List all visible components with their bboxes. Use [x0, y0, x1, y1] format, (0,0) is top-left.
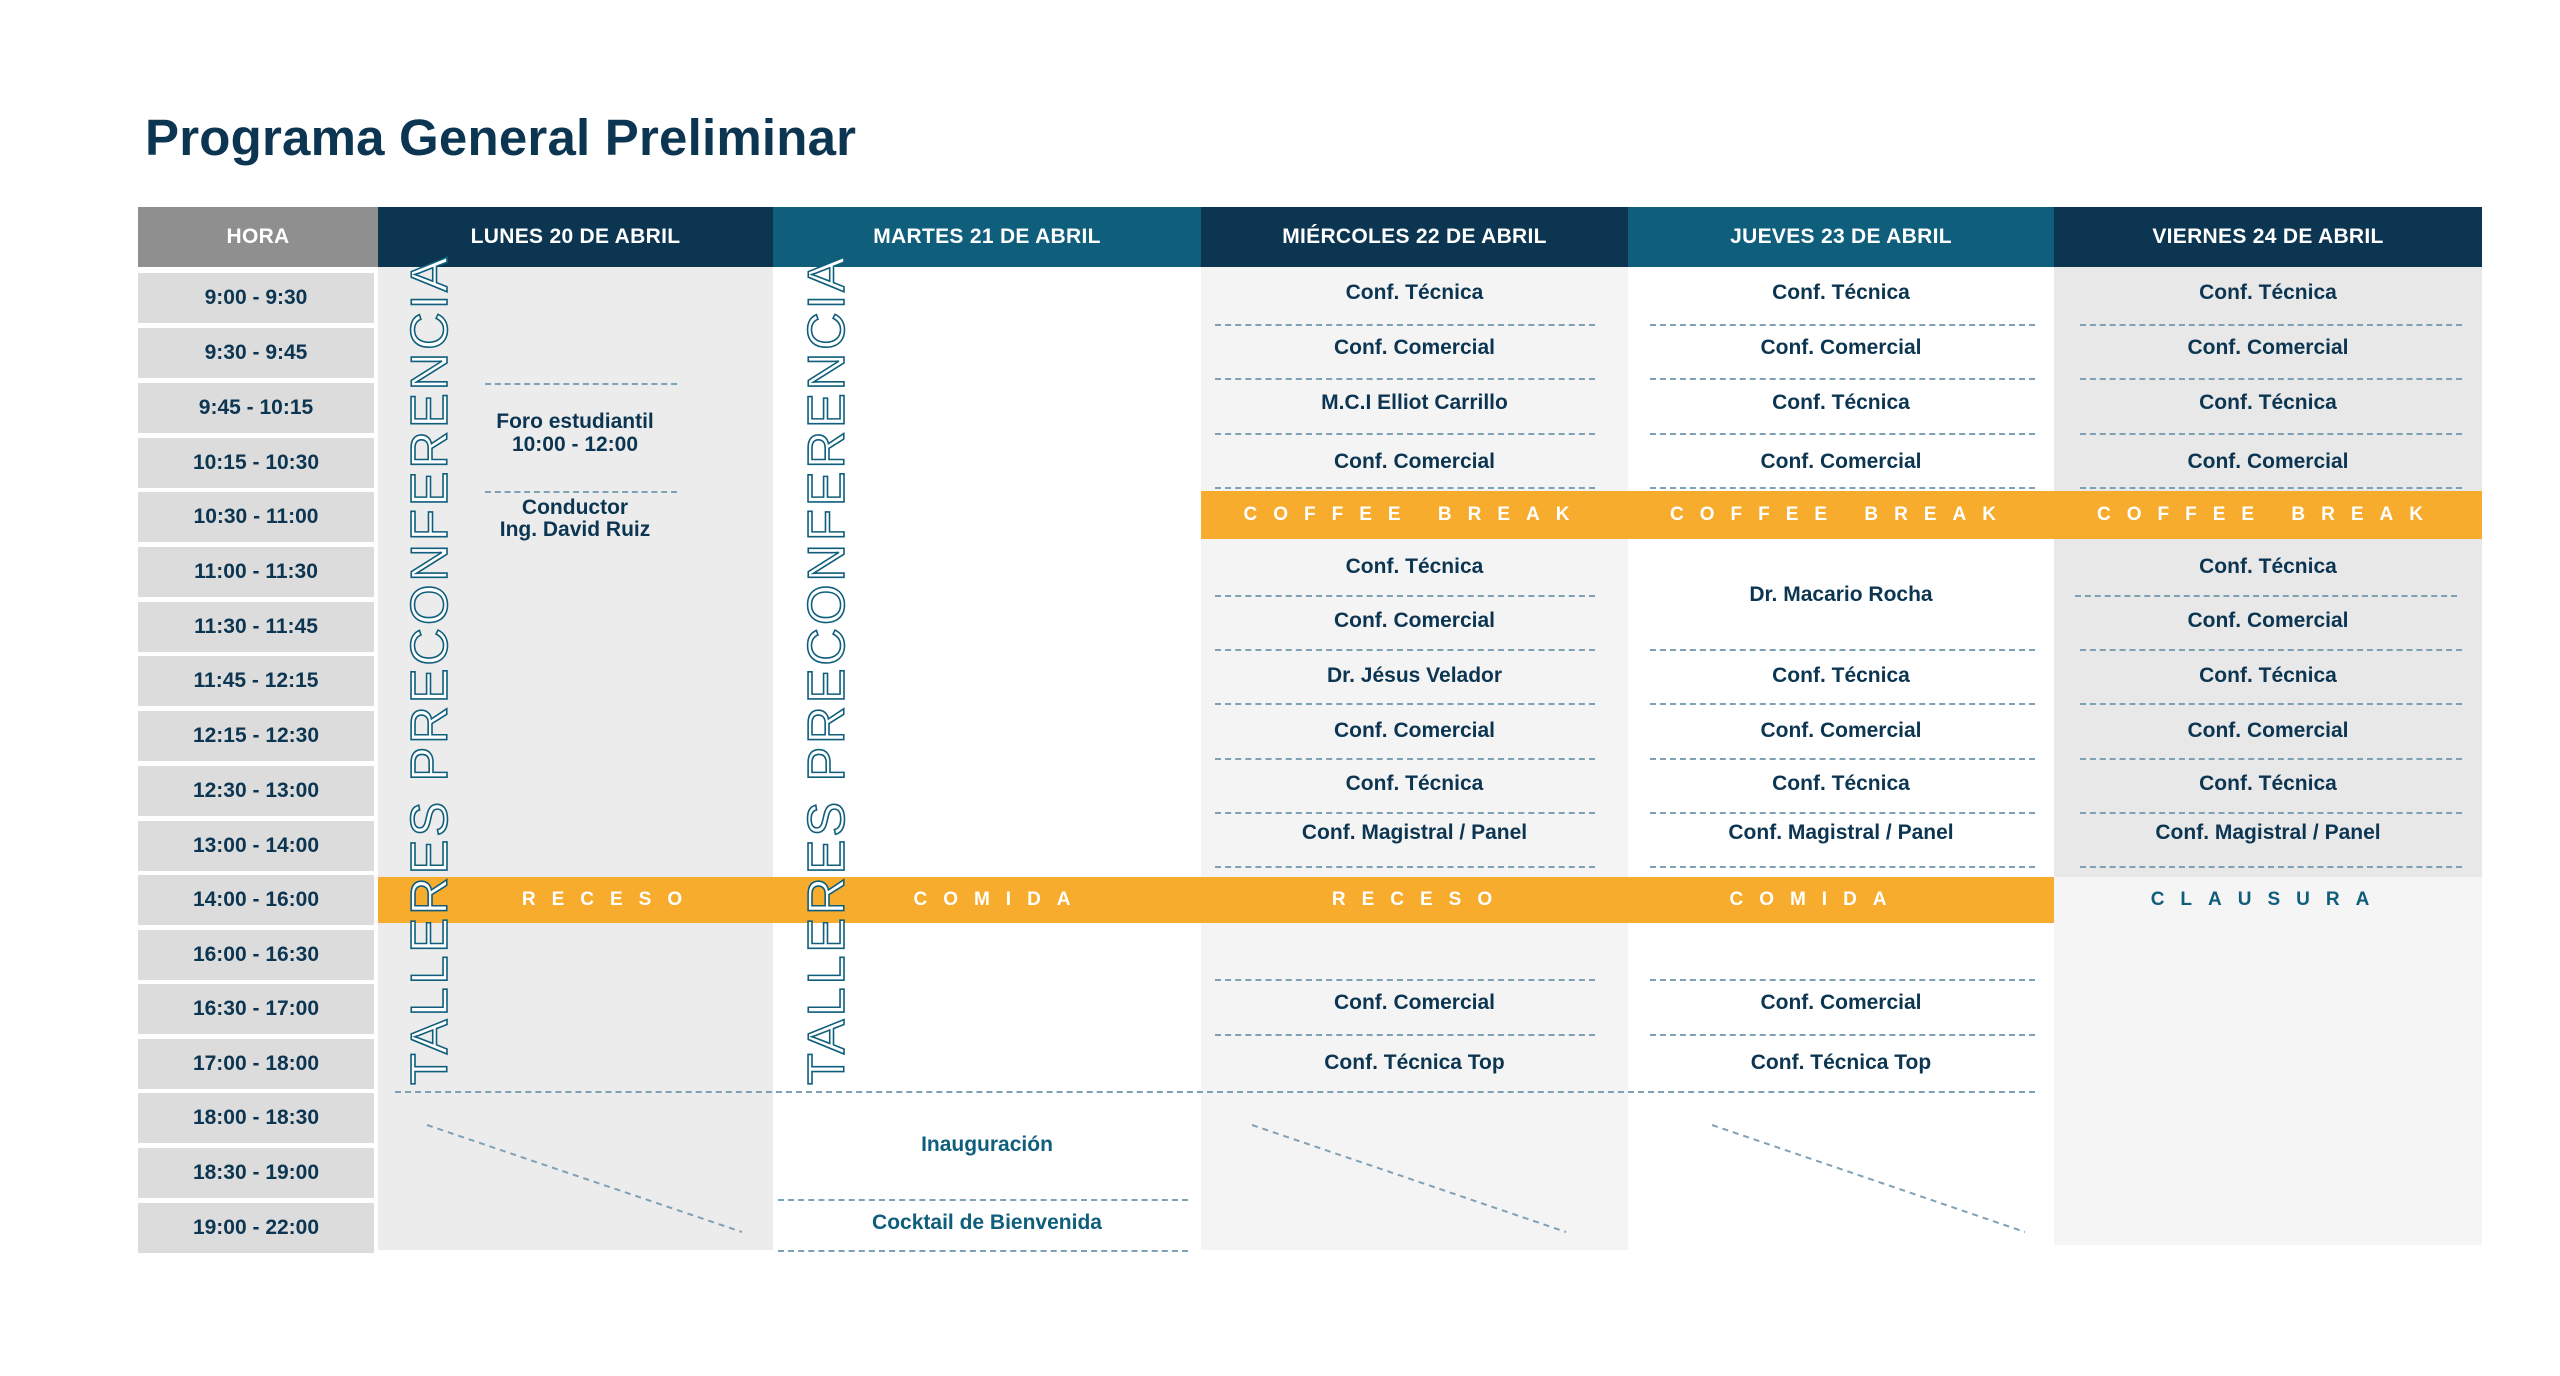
- time-cell: 12:15 - 12:30: [138, 711, 374, 761]
- divider: [1650, 649, 2035, 651]
- divider: [1215, 378, 1595, 380]
- viernes-event: Conf. Comercial: [2187, 609, 2349, 632]
- jueves-event: Conf. Técnica: [1772, 772, 1910, 795]
- miercoles-event: Conf. Comercial: [1333, 336, 1496, 359]
- viernes-event: Conf. Técnica: [2199, 664, 2337, 687]
- divider: [1650, 812, 2035, 814]
- divider: [1650, 758, 2035, 760]
- viernes-event: Conf. Técnica: [2199, 281, 2337, 304]
- divider: [2080, 758, 2462, 760]
- receso-lunes: RECESO: [521, 889, 699, 910]
- diagonal-jueves: [1712, 1125, 2025, 1232]
- viernes-event: Conf. Comercial: [2187, 336, 2349, 359]
- divider: [1650, 487, 2035, 489]
- divider: [2075, 595, 2457, 597]
- time-cell: 18:00 - 18:30: [138, 1093, 374, 1143]
- macario-rocha: Dr. Macario Rocha: [1749, 583, 1933, 606]
- talleres-lunes: TALLERES PRECONFERENCIA: [401, 254, 459, 1085]
- foro-time: 10:00 - 12:00: [511, 433, 639, 456]
- divider: [1215, 433, 1595, 435]
- miercoles-event: Conf. Magistral / Panel: [1301, 821, 1528, 844]
- conductor-label: Conductor: [521, 496, 629, 519]
- divider: [1650, 866, 2035, 868]
- header-martes: MARTES 21 DE ABRIL: [773, 207, 1201, 267]
- time-cell: 9:45 - 10:15: [138, 383, 374, 433]
- jueves-event: Conf. Técnica: [1772, 391, 1910, 414]
- divider: [2080, 812, 2462, 814]
- time-cell: 11:30 - 11:45: [138, 602, 374, 652]
- miercoles-event: Conf. Técnica: [1345, 772, 1484, 795]
- divider: [2080, 703, 2462, 705]
- miercoles-event: Conf. Comercial: [1333, 991, 1496, 1014]
- miercoles-event: Conf. Técnica Top: [1324, 1051, 1505, 1074]
- divider: [1650, 703, 2035, 705]
- divider: [485, 491, 677, 493]
- time-cell: 11:45 - 12:15: [138, 656, 374, 706]
- jueves-event: Conf. Técnica: [1772, 664, 1910, 687]
- coffee-break-miercoles: COFFEE BREAK: [1201, 491, 1628, 539]
- viernes-event: Conf. Comercial: [2187, 450, 2349, 473]
- evening-divider: [395, 1091, 2035, 1093]
- inauguracion: Inauguración: [921, 1133, 1053, 1156]
- divider: [1215, 487, 1595, 489]
- viernes-event: Conf. Técnica: [2199, 555, 2337, 578]
- time-cell: 19:00 - 22:00: [138, 1203, 374, 1253]
- divider: [1215, 866, 1595, 868]
- time-cell: 9:00 - 9:30: [138, 273, 374, 323]
- comida-jueves: COMIDA: [1729, 889, 1903, 910]
- divider: [1215, 812, 1595, 814]
- coffee-break-jueves: COFFEE BREAK: [1628, 491, 2054, 539]
- miercoles-event: Conf. Comercial: [1333, 719, 1496, 742]
- miercoles-event: Conf. Comercial: [1333, 609, 1496, 632]
- divider: [2080, 433, 2462, 435]
- talleres-martes: TALLERES PRECONFERENCIA: [798, 254, 856, 1085]
- miercoles-event: Conf. Técnica: [1345, 281, 1484, 304]
- divider: [1215, 979, 1595, 981]
- coffee-break-viernes: COFFEE BREAK: [2054, 491, 2482, 539]
- time-cell: 12:30 - 13:00: [138, 766, 374, 816]
- divider: [1215, 758, 1595, 760]
- miercoles-event: Dr. Jésus Velador: [1326, 664, 1503, 687]
- time-cell: 13:00 - 14:00: [138, 821, 374, 871]
- time-cell: 9:30 - 9:45: [138, 328, 374, 378]
- conductor-name: Ing. David Ruiz: [499, 518, 651, 541]
- header-jueves: JUEVES 23 DE ABRIL: [1628, 207, 2054, 267]
- divider: [485, 383, 677, 385]
- receso-miercoles: RECESO: [1331, 889, 1509, 910]
- jueves-event: Conf. Comercial: [1760, 336, 1922, 359]
- time-cell: 11:00 - 11:30: [138, 547, 374, 597]
- divider: [2080, 324, 2462, 326]
- header-viernes: VIERNES 24 DE ABRIL: [2054, 207, 2482, 267]
- page-title: Programa General Preliminar: [145, 109, 857, 166]
- divider: [1215, 703, 1595, 705]
- header-hora: HORA: [138, 207, 378, 267]
- time-cell: 18:30 - 19:00: [138, 1148, 374, 1198]
- time-cell: 16:00 - 16:30: [138, 930, 374, 980]
- miercoles-event: Conf. Comercial: [1333, 450, 1496, 473]
- jueves-event: Conf. Comercial: [1760, 450, 1922, 473]
- divider: [1215, 595, 1595, 597]
- divider: [1650, 378, 2035, 380]
- divider: [1650, 979, 2035, 981]
- time-cell: 16:30 - 17:00: [138, 984, 374, 1034]
- comida-martes: COMIDA: [913, 889, 1087, 910]
- divider: [1215, 649, 1595, 651]
- time-cell: 17:00 - 18:00: [138, 1039, 374, 1089]
- divider: [1215, 324, 1595, 326]
- clausura: CLAUSURA: [2150, 889, 2386, 910]
- jueves-event: Conf. Técnica: [1772, 281, 1910, 304]
- cocktail: Cocktail de Bienvenida: [872, 1211, 1102, 1234]
- time-cell: 10:15 - 10:30: [138, 438, 374, 488]
- divider: [2080, 487, 2462, 489]
- divider: [1650, 1034, 2035, 1036]
- jueves-event: Conf. Magistral / Panel: [1728, 821, 1954, 844]
- viernes-event: Conf. Técnica: [2199, 391, 2337, 414]
- jueves-event: Conf. Técnica Top: [1750, 1051, 1932, 1074]
- divider: [778, 1250, 1188, 1252]
- divider: [2080, 866, 2462, 868]
- foro-title: Foro estudiantil: [496, 410, 654, 433]
- divider: [1215, 1034, 1595, 1036]
- divider: [1650, 433, 2035, 435]
- divider: [778, 1199, 1188, 1201]
- header-lunes: LUNES 20 DE ABRIL: [378, 207, 773, 267]
- miercoles-event: M.C.I Elliot Carrillo: [1321, 391, 1508, 414]
- time-cell: 14:00 - 16:00: [138, 875, 374, 925]
- divider: [2080, 649, 2462, 651]
- jueves-event: Conf. Comercial: [1760, 991, 1922, 1014]
- divider: [2080, 378, 2462, 380]
- viernes-column-bg-lower: [2054, 877, 2482, 1245]
- miercoles-event: Conf. Técnica: [1345, 555, 1484, 578]
- divider: [1650, 324, 2035, 326]
- viernes-event: Conf. Comercial: [2187, 719, 2349, 742]
- viernes-event: Conf. Técnica: [2199, 772, 2337, 795]
- header-miercoles: MIÉRCOLES 22 DE ABRIL: [1201, 207, 1628, 267]
- viernes-event: Conf. Magistral / Panel: [2155, 821, 2381, 844]
- time-cell: 10:30 - 11:00: [138, 492, 374, 542]
- jueves-event: Conf. Comercial: [1760, 719, 1922, 742]
